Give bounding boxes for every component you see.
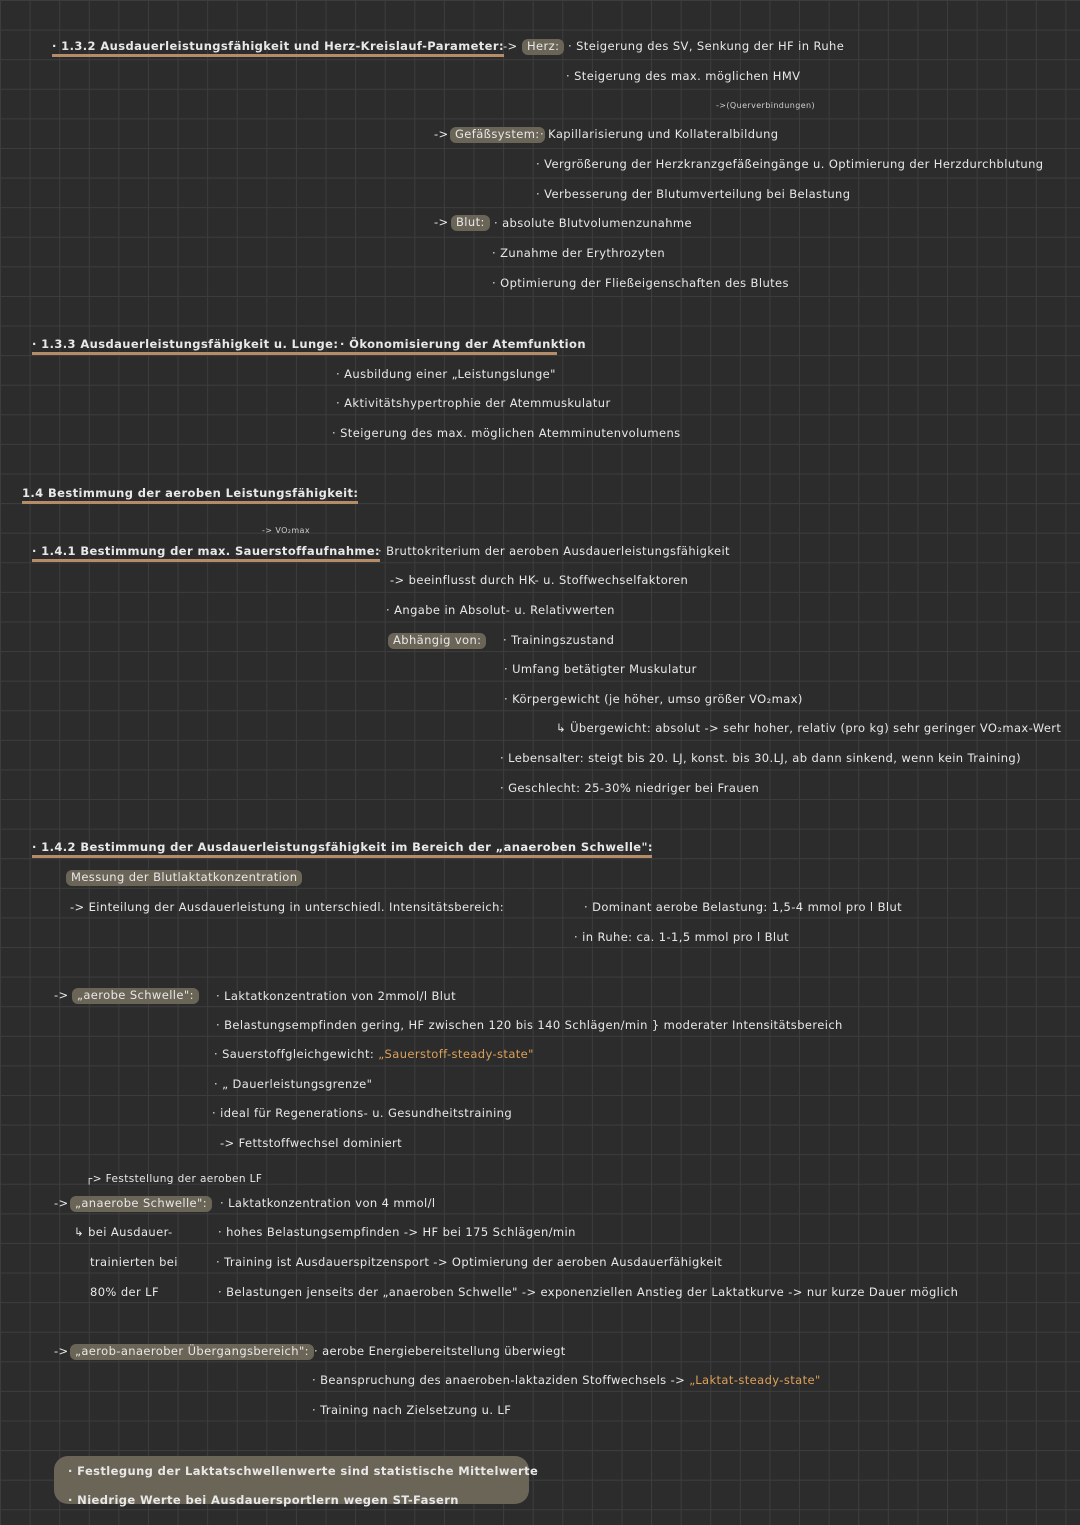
aerobe-item-3: · Sauerstoffgleichgewicht: „Sauerstoff-steady-state" (214, 1047, 534, 1061)
gefaess-label: Gefäßsystem: (450, 127, 545, 143)
aerobe-item-1: · Laktatkonzentration von 2mmol/l Blut (216, 989, 456, 1003)
lunge-item-3: · Aktivitätshypertrophie der Atemmuskulatur (336, 396, 611, 410)
vo2-line-2: -> beeinflusst durch HK- u. Stoffwechselfaktoren (390, 573, 689, 587)
anaerobe-item-4: · Belastungen jenseits der „anaeroben Schwelle" -> exponenziellen Anstieg der Laktatkurve -> nur kurze Dauer möglich (218, 1285, 959, 1299)
vo2max-note: -> VO₂max (262, 526, 310, 535)
uebergang-item-3: · Training nach Zielsetzung u. LF (312, 1403, 512, 1417)
gefaess-item-3: · Verbesserung der Blutumverteilung bei Belastung (536, 187, 851, 201)
aerobe-item-6: -> Fettstoffwechsel dominiert (220, 1136, 403, 1150)
abhaengig-label: Abhängig von: (388, 633, 486, 649)
uebergang-label: „aerob-anaerober Übergangsbereich": (70, 1344, 314, 1360)
abh-item-3-sub: ↳ Übergewicht: absolut -> sehr hoher, relativ (pro kg) sehr geringer VO₂max-Wert (556, 721, 1062, 735)
lunge-item-2: · Ausbildung einer „Leistungslunge" (336, 367, 556, 381)
abh-item-5: · Geschlecht: 25-30% niedriger bei Frauen (500, 781, 760, 795)
side-note-3: 80% der LF (90, 1285, 159, 1299)
section-1-3-3-heading: · 1.3.3 Ausdauerleistungsfähigkeit u. Lunge: · Ökonomisierung der Atemfunktion (32, 338, 557, 355)
uebergang-item-1: · aerobe Energiebereitstellung überwiegt (314, 1344, 566, 1358)
anaerobe-arrow: -> (54, 1196, 69, 1210)
herz-item-2: · Steigerung des max. möglichen HMV (566, 69, 801, 83)
aerobe-item-5: · ideal für Regenerations- u. Gesundheitstraining (212, 1106, 513, 1120)
anaerobe-item-2: · hohes Belastungsempfinden -> HF bei 175 Schlägen/min (218, 1225, 576, 1239)
abh-item-3: · Körpergewicht (je höher, umso größer VO₂max) (504, 692, 803, 706)
feststellung-note: ┌> Feststellung der aeroben LF (86, 1173, 263, 1185)
section-1-4-1-heading: · 1.4.1 Bestimmung der max. Sauerstoffaufnahme: (32, 545, 380, 562)
vo2-line-3: · Angabe in Absolut- u. Relativwerten (386, 603, 615, 617)
lunge-item-4: · Steigerung des max. möglichen Atemminutenvolumens (332, 426, 681, 440)
gefaess-item-2: · Vergrößerung der Herzkranzgefäßeingänge u. Optimierung der Herzdurchblutung (536, 157, 1044, 171)
dominant-line: · Dominant aerobe Belastung: 1,5-4 mmol pro l Blut (584, 900, 903, 914)
herz-item-1: · Steigerung des SV, Senkung der HF in Ruhe (568, 39, 845, 53)
gefaess-arrow: -> (434, 127, 449, 141)
abh-item-2: · Umfang betätigter Muskulatur (504, 662, 697, 676)
abh-item-4: · Lebensalter: steigt bis 20. LJ, konst. bis 30.LJ, ab dann sinkend, wenn kein Training) (500, 751, 1022, 765)
uebergang-item-2: · Beanspruchung des anaeroben-laktaziden Stoffwechsels -> „Laktat-steady-state" (312, 1373, 821, 1387)
blut-item-1: · absolute Blutvolumenzunahme (494, 216, 693, 230)
section-1-4-2-heading: · 1.4.2 Bestimmung der Ausdauerleistungsfähigkeit im Bereich der „anaeroben Schwelle": (32, 841, 652, 858)
abh-item-1: · Trainingszustand (503, 633, 615, 647)
querverbindungen-note: ->(Querverbindungen) (716, 101, 816, 110)
aerobe-item-4: · „ Dauerleistungsgrenze" (214, 1077, 373, 1091)
aerobe-arrow: -> (54, 988, 69, 1002)
side-note-2: trainierten bei (90, 1255, 178, 1269)
ruhe-line: · in Ruhe: ca. 1-1,5 mmol pro l Blut (574, 930, 790, 944)
summary-line-2: · Niedrige Werte bei Ausdauersportlern wegen ST-Fasern (68, 1493, 459, 1507)
gefaess-item-1: · Kapillarisierung und Kollateralbildung (540, 127, 779, 141)
section-1-3-2-heading: · 1.3.2 Ausdauerleistungsfähigkeit und Herz-Kreislauf-Parameter: (52, 40, 504, 57)
messung-label: Messung der Blutlaktatkonzentration (66, 870, 302, 886)
summary-line-1: · Festlegung der Laktatschwellenwerte sind statistische Mittelwerte (68, 1464, 539, 1478)
herz-label: Herz: (522, 39, 564, 55)
blut-item-2: · Zunahme der Erythrozyten (492, 246, 666, 260)
anaerobe-schwelle-label: „anaerobe Schwelle": (70, 1196, 212, 1212)
section-1-4-heading: 1.4 Bestimmung der aeroben Leistungsfähigkeit: (22, 487, 358, 504)
herz-arrow: -> (503, 39, 518, 53)
uebergang-arrow: -> (54, 1344, 69, 1358)
anaerobe-item-1: · Laktatkonzentration von 4 mmol/l (220, 1196, 436, 1210)
blut-label: Blut: (451, 215, 490, 231)
aerobe-schwelle-label: „aerobe Schwelle": (72, 988, 199, 1004)
anaerobe-item-3: · Training ist Ausdauerspitzensport -> Optimierung der aeroben Ausdauerfähigkeit (216, 1255, 723, 1269)
blut-arrow: -> (434, 215, 449, 229)
aerobe-item-2: · Belastungsempfinden gering, HF zwischen 120 bis 140 Schlägen/min } moderater Intensitätsbereich (216, 1018, 843, 1032)
side-note-1: ↳ bei Ausdauer- (74, 1225, 173, 1239)
vo2-line-1: · Bruttokriterium der aeroben Ausdauerleistungsfähigkeit (378, 544, 730, 558)
einteilung-line: -> Einteilung der Ausdauerleistung in unterschiedl. Intensitätsbereich: (70, 900, 505, 914)
blut-item-3: · Optimierung der Fließeigenschaften des Blutes (492, 276, 789, 290)
